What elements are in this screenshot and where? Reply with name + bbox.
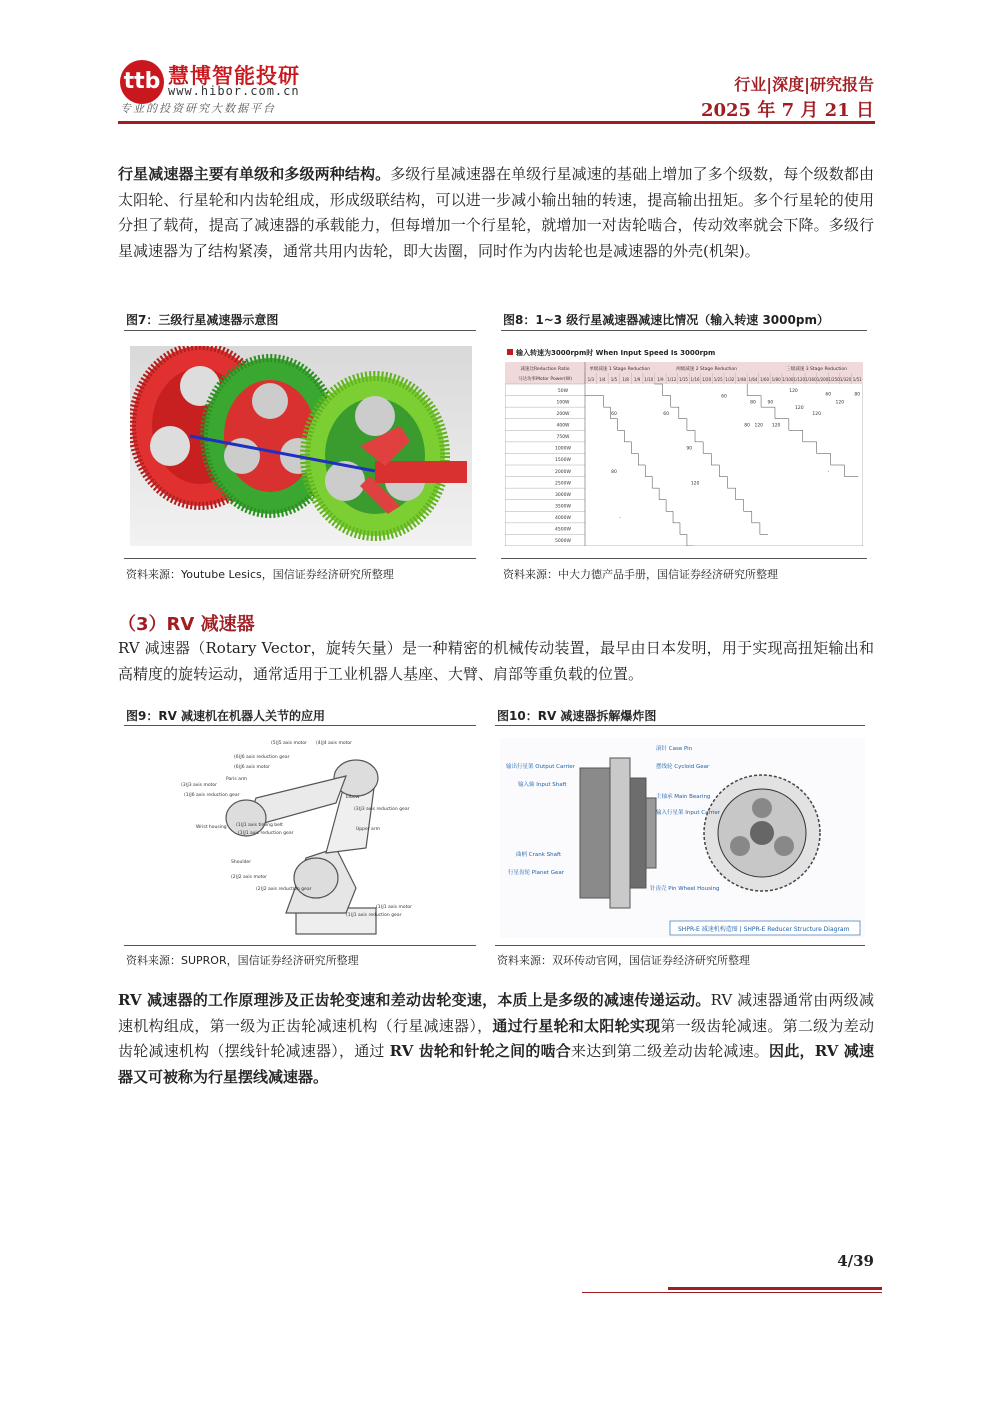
paragraph-body: 多级行星减速器在单级行星减速的基础上增加了多个级数，每个级数都由太阳轮、行星轮和内齿轮组成，形成级联结构，可以进一步减小输出轴的转速，提高输出扭矩。多个行星轮的使用分担了载荷，提高了减速器的承载能力，但每增加一个行星轮，就增加一对齿轮啮合，传动效率就会下降。多级行星减速器为了结构紧凑，通常共用内齿轮，即大齿圈，同时作为内齿轮也是减速器的外壳(机架)。 <box>118 165 874 260</box>
paragraph-body: 来达到第二级差动齿轮减速。 <box>571 1042 770 1060</box>
figure-10-exploded-diagram <box>500 738 865 938</box>
ratio-cell-value: 120 <box>794 406 804 412</box>
rv-part-label: 针齿壳 Pin Wheel Housing <box>650 886 720 892</box>
ratio-cell-value: 60 <box>611 411 617 417</box>
power-row-label: 1000W <box>555 446 571 452</box>
figure-9-source: 资料来源：SUPROR，国信证券经济研究所整理 <box>126 954 359 967</box>
figure-8-banner-text: 输入转速为3000rpm时 When Input Speed Is 3000rpm <box>516 349 716 357</box>
stage-2-header: 两级减速 2 Stage Reduction <box>676 367 737 372</box>
brand-url[interactable]: www.hibor.com.cn <box>168 84 300 98</box>
figure-9-title: 图9：RV 减速机在机器人关节的应用 <box>126 709 326 723</box>
brand-logo-icon: ttb <box>120 60 164 104</box>
ratio-cell-value: 60 <box>721 394 727 400</box>
robot-part-label: Elbow <box>346 795 360 800</box>
power-row-label: 2000W <box>555 469 571 475</box>
figure-8-title: 图8：1~3 级行星减速器减速比情况（输入转速 3000pm） <box>503 313 829 327</box>
figure-10-caption: SHPR-E 减速机构造图 | SHPR-E Reducer Structure Diagram <box>678 926 850 933</box>
ratio-header-cell: 1/10 <box>644 377 654 382</box>
ratio-header-cell: 1/20 <box>702 377 712 382</box>
robot-part-label: (2)J2 axis reduction gear <box>256 887 312 892</box>
ratio-header-cell: 1/64 <box>748 377 758 382</box>
power-row-label: 3500W <box>555 504 571 510</box>
ratio-header-cell: 1/4 <box>599 377 606 382</box>
ratio-cell-value: 80 <box>744 423 751 429</box>
ratio-cell-value: 90 <box>767 400 774 406</box>
ratio-cell-value: 120 <box>771 423 781 429</box>
ratio-cell-value: 60 <box>825 392 832 398</box>
paragraph-body: 第一级齿轮减速。第二级为差动齿轮减速机构（摆线针轮减速器），通过 <box>118 1016 874 1060</box>
robot-part-label: (1)J1 axis reduction gear <box>346 913 402 918</box>
robot-part-label: Shoulder <box>231 860 252 865</box>
figure-10-title: 图10：RV 减速器拆解爆炸图 <box>497 709 657 723</box>
figure-8-rule <box>501 330 867 331</box>
power-row-label: 4000W <box>555 516 571 522</box>
figure-7-gear-image <box>130 346 472 546</box>
power-row-label: 100W <box>556 400 570 406</box>
header-divider <box>118 121 875 124</box>
figure-10-rule <box>495 725 865 726</box>
ratio-cell-value: 120 <box>690 481 700 487</box>
paragraph-conclusion: 因此，RV 减速器又可被称为行星摆线减速器。 <box>118 1042 874 1086</box>
rv-part-label: 主轴承 Main Bearing <box>656 794 711 800</box>
robot-part-label: (1)J1 axis reduction gear <box>238 831 294 836</box>
power-row-label: 400W <box>556 423 570 429</box>
rv-part-label: 输入行星架 Input Carrier <box>656 810 721 816</box>
paragraph-lead: RV 减速器的工作原理涉及正齿轮变速和差动齿轮变速，本质上是多级的减速传递运动。 <box>118 991 711 1009</box>
footer-divider-thick <box>668 1287 882 1290</box>
figure-10-source: 资料来源：双环传动官网，国信证券经济研究所整理 <box>497 954 750 967</box>
ratio-header-cell: 1/120 <box>793 377 806 382</box>
figure-8-bottom-rule <box>501 558 867 559</box>
power-row-label: 2500W <box>555 481 571 487</box>
paragraph-lead: 行星减速器主要有单级和多级两种结构。 <box>118 165 391 183</box>
ratio-header-cell: 1/48 <box>736 377 746 382</box>
figure-7-title: 图7：三级行星减速器示意图 <box>126 313 279 327</box>
power-row-label: 1500W <box>555 458 571 464</box>
ratio-header-cell: 1/60 <box>760 377 770 382</box>
figure-9-rule <box>124 725 476 726</box>
figure-7-source: 资料来源：Youtube Lesics，国信证券经济研究所整理 <box>126 568 394 581</box>
ratio-header-cell: 1/320 <box>839 377 852 382</box>
robot-part-label: Paris arm <box>226 777 248 782</box>
power-row-label: 750W <box>556 435 570 441</box>
ratio-header-cell: 1/9 <box>633 377 641 382</box>
figure-8-banner <box>507 348 715 358</box>
ratio-cell-value: 120 <box>789 388 798 394</box>
footer-divider-thin <box>582 1292 882 1293</box>
table-corner-top: 减速比Reduction Ratio <box>520 367 570 372</box>
section-title-rv-reducer: （3）RV 减速器 <box>118 614 255 635</box>
ratio-header-cell: 1/160 <box>805 377 817 382</box>
brand-name: 慧博智能投研 <box>168 64 300 88</box>
ratio-header-cell: 1/51 <box>852 377 862 382</box>
ratio-header-cell: 1/100 <box>781 377 794 382</box>
robot-part-label: (3)J3 axis reduction gear <box>354 807 410 812</box>
power-row-label: 5000W <box>555 539 571 545</box>
ratio-header-cell: 1/32 <box>725 377 735 382</box>
figure-9-robot-diagram <box>176 738 416 938</box>
robot-part-label: Upper arm <box>356 827 380 832</box>
ratio-header-cell: 1/80 <box>771 377 781 382</box>
report-category: 行业|深度|研究报告 <box>734 75 874 94</box>
paragraph-planetary-structure <box>118 162 874 264</box>
robot-part-label: (1)J1 axis timing belt <box>236 823 283 828</box>
brand-slogan: 专业的投资研究大数据平台 <box>120 102 276 115</box>
rv-part-label: 输出行星架 Output Carrier <box>506 764 575 770</box>
report-date: 2025 年 7 月 21 日 <box>700 100 874 121</box>
ratio-cell-value: 90 <box>686 446 693 452</box>
ratio-cell-value: 80 <box>611 469 617 475</box>
figure-7-bottom-rule <box>124 558 476 559</box>
figure-9-bottom-rule <box>124 945 476 946</box>
robot-part-label: (4)J4 axis motor <box>316 741 352 746</box>
robot-part-label: (3)J3 axis motor <box>181 783 217 788</box>
table-corner-bottom: 马达功率Motor Power(W) <box>518 377 572 382</box>
ratio-header-cell: 1/25 <box>713 377 723 382</box>
paragraph-emphasis: 通过行星轮和太阳轮实现 <box>492 1016 661 1035</box>
paragraph-rv-principle <box>118 988 874 1090</box>
ratio-cell-value: - <box>827 469 830 475</box>
ratio-header-cell: 1/9 <box>657 377 664 382</box>
robot-part-label: (6)J6 axis reduction gear <box>234 755 290 760</box>
figure-8-source: 资料来源：中大力德产品手册，国信证券经济研究所整理 <box>503 568 778 581</box>
figure-10-bottom-rule <box>495 945 865 946</box>
ratio-cell-value: 120 <box>754 423 764 429</box>
ratio-cell-value: - <box>618 516 621 522</box>
power-row-label: 50W <box>557 388 569 394</box>
robot-part-label: (1)J6 axis reduction gear <box>184 793 240 798</box>
ratio-table-svg <box>505 362 863 546</box>
ratio-header-cell: 1/8 <box>622 377 629 382</box>
rv-part-label: 曲柄 Crank Shaft <box>516 852 561 858</box>
robot-part-label: (5)J5 axis motor <box>271 741 307 746</box>
rv-part-label: 行星齿轮 Planet Gear <box>508 870 565 876</box>
paragraph-emphasis: RV 齿轮和针轮之间的啮合 <box>389 1042 572 1060</box>
page-number: 4/39 <box>837 1252 874 1270</box>
paragraph-body: RV 减速器通常由两级减速机构组成，第一级为正齿轮减速机构（行星减速器）， <box>118 991 874 1035</box>
power-row-label: 200W <box>556 411 570 417</box>
ratio-header-cell: 1/12 <box>667 377 677 382</box>
rv-part-label: 滚针 Case Pin <box>656 746 693 752</box>
robot-part-label: (2)J2 axis motor <box>231 875 267 880</box>
paragraph-rv-intro: RV 减速器（Rotary Vector，旋转矢量）是一种精密的机械传动装置，最早由日本发明，用于实现高扭矩输出和高精度的旋转运动，通常适用于工业机器人基座、大臂、肩部等重负载的位置。 <box>118 639 874 683</box>
figure-8-ratio-table <box>505 362 863 546</box>
ratio-cell-value: 120 <box>835 400 845 406</box>
robot-part-label: (1)J1 axis motor <box>376 905 412 910</box>
rv-part-label: 摆线轮 Cycloid Gear <box>656 764 710 770</box>
power-row-label: 3000W <box>555 492 571 498</box>
ratio-header-cell: 1/16 <box>690 377 700 382</box>
ratio-cell-value: 120 <box>812 411 821 417</box>
ratio-header-cell: 1/250 <box>828 377 840 382</box>
stage-1-header: 单级减速 1 Stage Reduction <box>589 367 651 372</box>
robot-part-label: (6)J6 axis motor <box>234 765 270 770</box>
ratio-cell-value: 80 <box>854 392 861 398</box>
figure-7-rule <box>124 330 476 331</box>
ratio-cell-value: 60 <box>663 411 669 417</box>
red-square-icon <box>507 349 513 355</box>
ratio-header-cell: 1/15 <box>678 377 688 382</box>
stage-3-header: 三级减速 3 Stage Reduction <box>786 367 847 372</box>
power-row-label: 4500W <box>555 527 571 533</box>
ratio-header-cell: 1/200 <box>816 377 829 382</box>
robot-part-label: Wrist housing <box>196 825 227 830</box>
ratio-header-cell: 1/3 <box>587 377 595 382</box>
rv-part-label: 输入轴 Input Shaft <box>518 782 567 788</box>
ratio-cell-value: 80 <box>750 400 756 406</box>
ratio-header-cell: 1/5 <box>610 377 618 382</box>
